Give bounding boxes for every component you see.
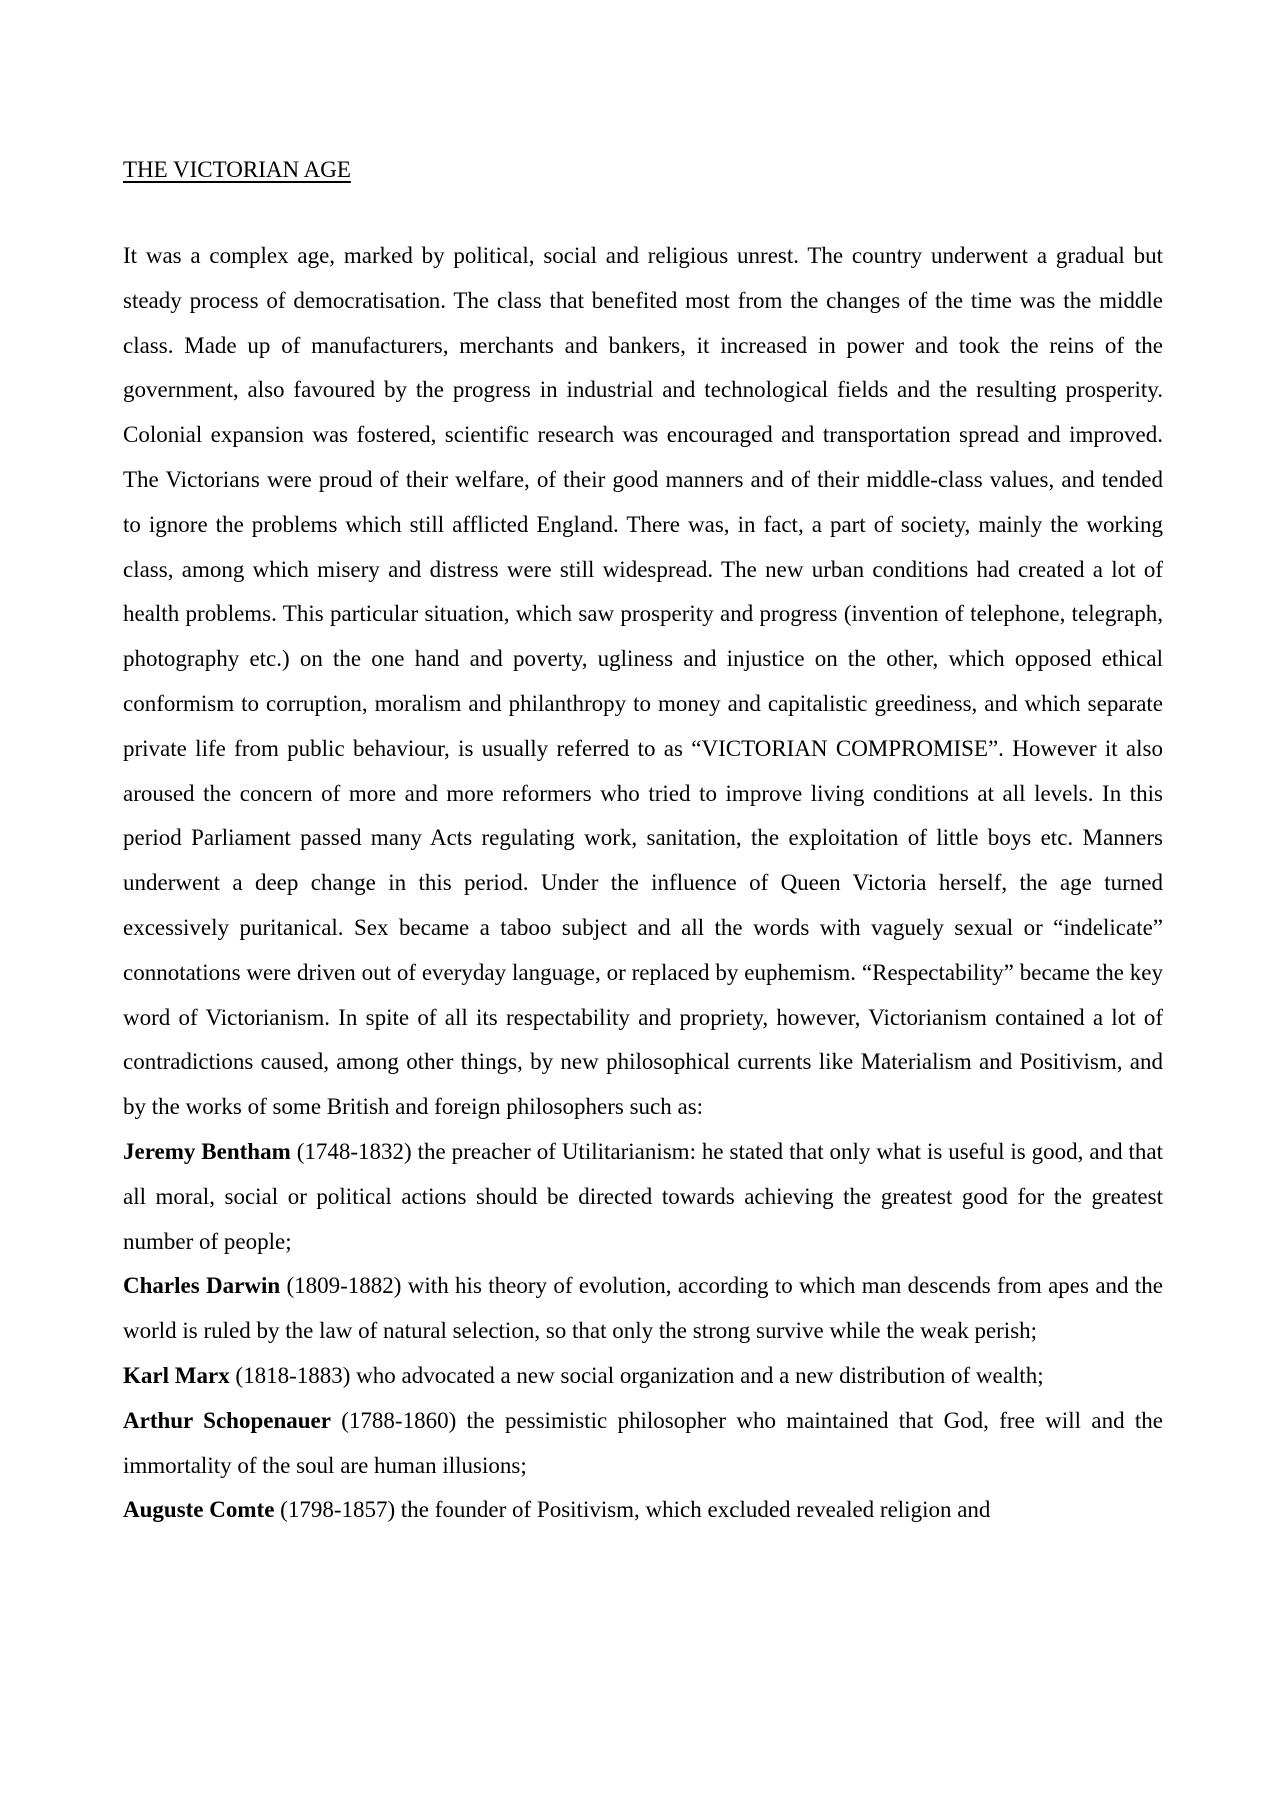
- philosopher-description: (1818-1883) who advocated a new social organization and a new distribution of wealth;: [229, 1362, 1044, 1388]
- philosopher-description: (1809-1882) with his theory of evolution, according to which man descends from apes and the world is ruled by the law of natural selection, so that only the strong survive while the weak perish;: [123, 1273, 1163, 1344]
- philosopher-name: Karl Marx: [123, 1362, 230, 1388]
- philosopher-entry-darwin: [123, 1264, 1163, 1354]
- philosopher-entry-marx: [123, 1354, 1163, 1399]
- philosopher-description: (1798-1857) the founder of Positivism, which excluded revealed religion and: [274, 1497, 991, 1523]
- intro-paragraph: It was a complex age, marked by political, social and religious unrest. The country underwent a gradual but steady process of democratisation. The class that benefited most from the changes of the time was the middle class. Made up of manufacturers, merchants and bankers, it increased in power and took the reins of the government, also favoured by the progress in industrial and technological fields and the resulting prosperity. Colonial expansion was fostered, scientific research was encouraged and transportation spread and improved. The Victorians were proud of their welfare, of their good manners and of their middle-class values, and tended to ignore the problems which still afflicted England. There was, in fact, a part of society, mainly the working class, among which misery and distress were still widespread. The new urban conditions had created a lot of health problems. This particular situation, which saw prosperity and progress (invention of telephone, telegraph, photography etc.) on the one hand and poverty, ugliness and injustice on the other, which opposed ethical conformism to corruption, moralism and philanthropy to money and capitalistic greediness, and which separate private life from public behaviour, is usually referred to as “VICTORIAN COMPROMISE”. However it also aroused the concern of more and more reformers who tried to improve living conditions at all levels. In this period Parliament passed many Acts regulating work, sanitation, the exploitation of little boys etc. Manners underwent a deep change in this period. Under the influence of Queen Victoria herself, the age turned excessively puritanical. Sex became a taboo subject and all the words with vaguely sexual or “indelicate” connotations were driven out of everyday language, or replaced by euphemism. “Respectability” became the key word of Victorianism. In spite of all its respectability and propriety, however, Victorianism contained a lot of contradictions caused, among other things, by new philosophical currents like Materialism and Positivism, and by the works of some British and foreign philosophers such as:: [123, 243, 1163, 1120]
- philosopher-name: Charles Darwin: [123, 1273, 281, 1299]
- page-title: THE VICTORIAN AGE: [123, 157, 351, 182]
- philosopher-description: (1788-1860) the pessimistic philosopher who maintained that God, free will and the immortality of the soul are human illusions;: [123, 1407, 1163, 1478]
- philosopher-name: Auguste Comte: [123, 1497, 275, 1523]
- philosopher-entry-schopenauer: [123, 1399, 1163, 1489]
- philosopher-entry-comte: [123, 1488, 1163, 1533]
- philosopher-entry-bentham: [123, 1130, 1163, 1264]
- philosopher-description: (1748-1832) the preacher of Utilitarianism: he stated that only what is useful is good, and that all moral, social or political actions should be directed towards achieving the greatest good for the greatest number of people;: [123, 1138, 1163, 1254]
- philosopher-name: Arthur Schopenauer: [123, 1407, 331, 1433]
- philosopher-name: Jeremy Bentham: [123, 1138, 291, 1164]
- document-body: [123, 150, 1163, 1533]
